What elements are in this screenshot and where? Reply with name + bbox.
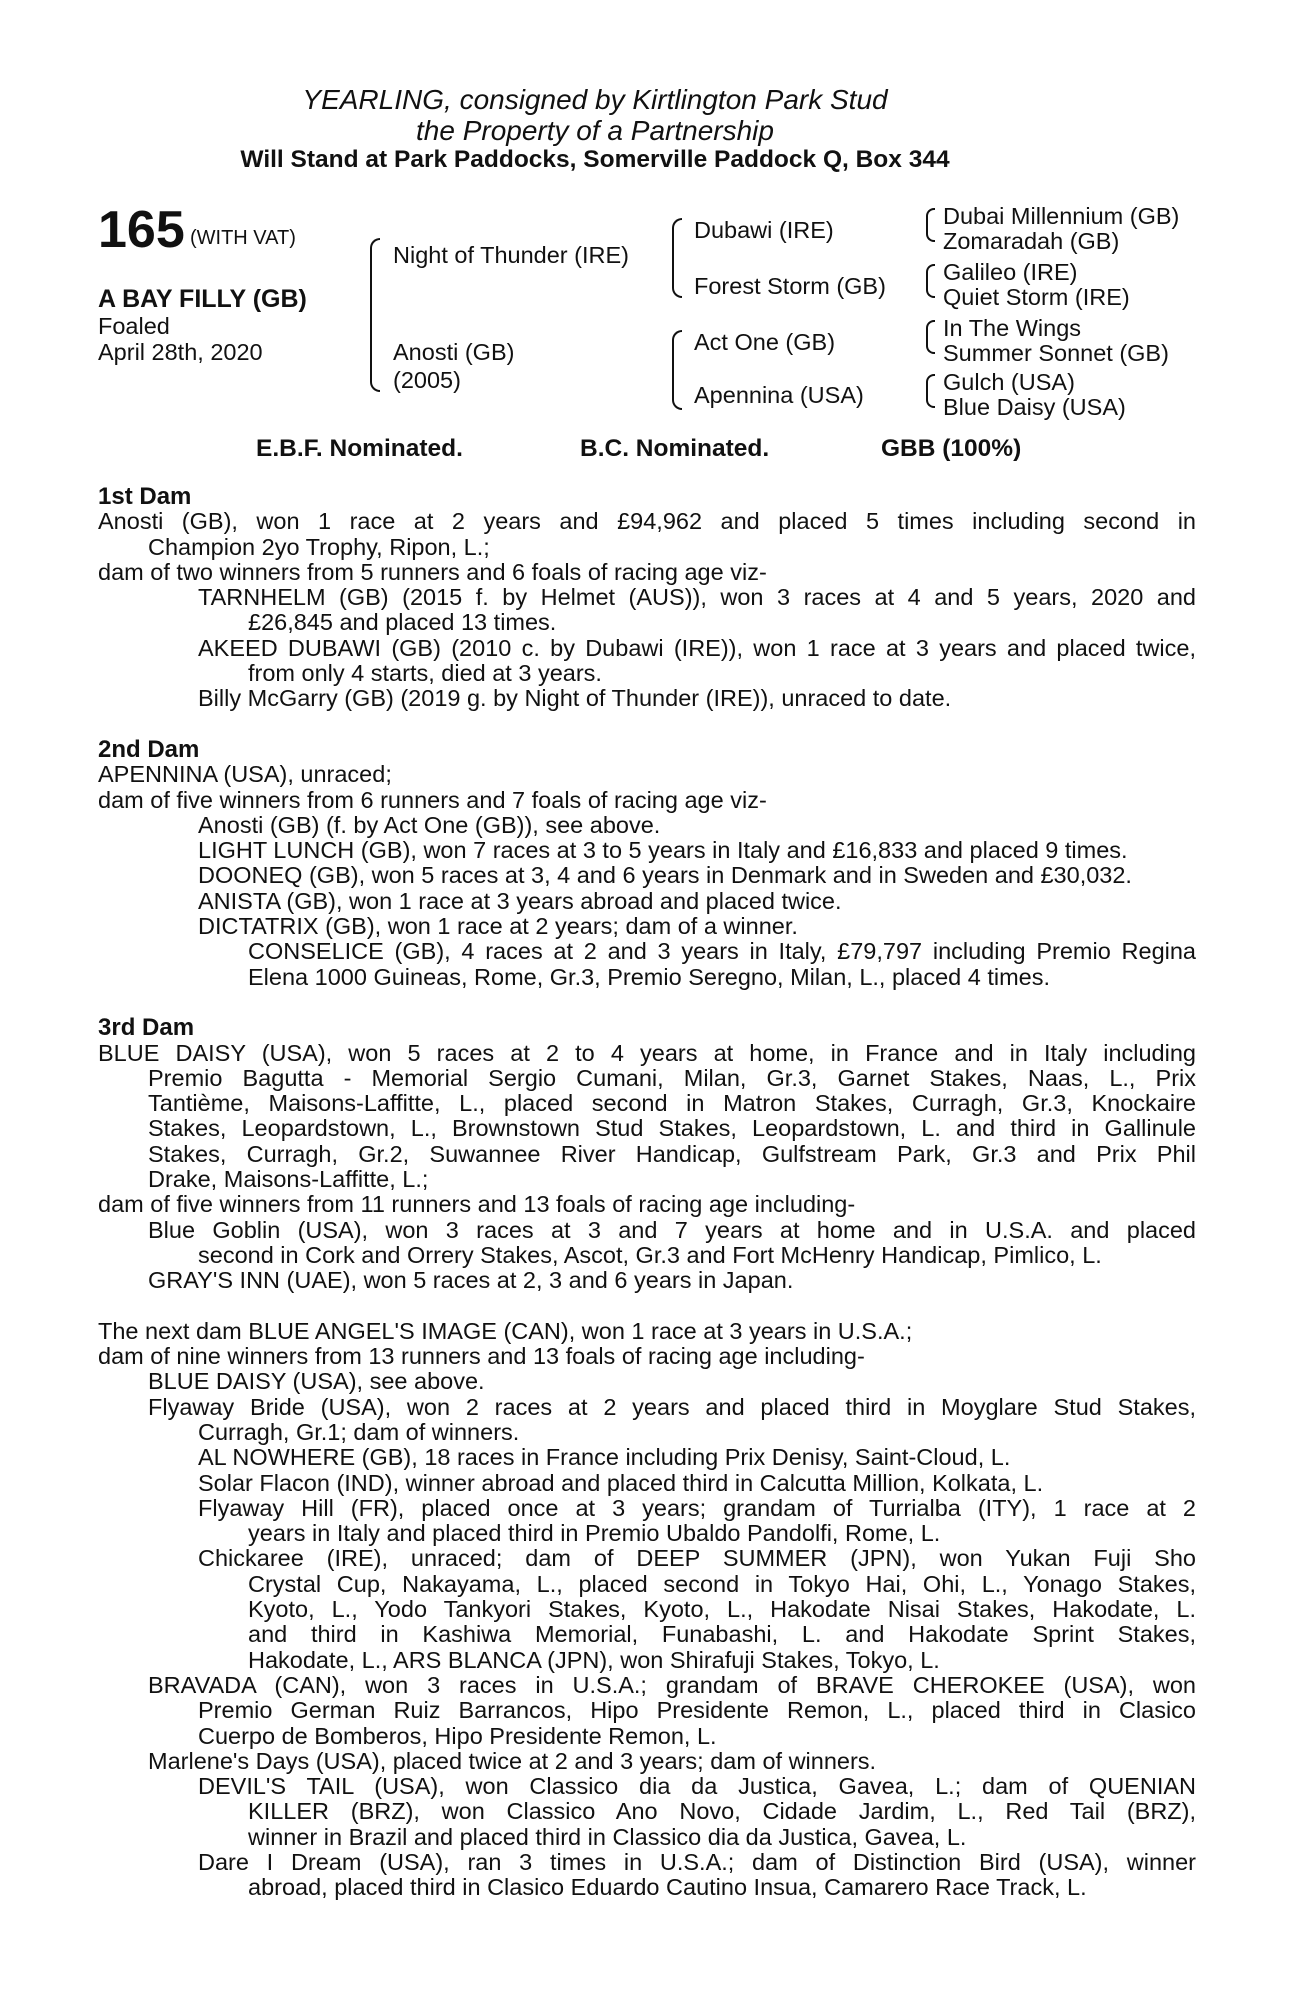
record-line: The next dam BLUE ANGEL'S IMAGE (CAN), won 1 race at 3 years in U.S.A.; bbox=[98, 1317, 913, 1344]
record-line: Kyoto, L., Yodo Tankyori Stakes, Kyoto, L., Hakodate Nisai Stakes, Hakodate, L. bbox=[248, 1596, 1196, 1623]
record-line: years in Italy and placed third in Premio Ubaldo Pandolfi, Rome, L. bbox=[248, 1520, 941, 1547]
record-line: AKEED DUBAWI (GB) (2010 c. by Dubawi (IRE)), won 1 race at 3 years and placed twice, bbox=[198, 634, 1196, 661]
record-line: CONSELICE (GB), 4 races at 2 and 3 years in Italy, £79,797 including Premio Regina bbox=[248, 938, 1196, 965]
record-line: KILLER (BRZ), won Classico Ano Novo, Cidade Jardim, L., Red Tail (BRZ), bbox=[248, 1798, 1196, 1825]
record-line: Marlene's Days (USA), placed twice at 2 and 3 years; dam of winners. bbox=[148, 1747, 877, 1774]
g1-g2-bracket bbox=[926, 208, 935, 242]
record-line: Dare I Dream (USA), ran 3 times in U.S.A.; dam of Distinction Bird (USA), winner bbox=[198, 1849, 1196, 1876]
record-line: BRAVADA (CAN), won 3 races in U.S.A.; grandam of BRAVE CHEROKEE (USA), won bbox=[148, 1671, 1196, 1698]
record-line: Flyaway Bride (USA), won 2 races at 2 years and placed third in Moyglare Stud Stakes, bbox=[148, 1393, 1196, 1420]
dam-dam-name: Apennina (USA) bbox=[694, 382, 864, 408]
ancestor-2: Zomaradah (GB) bbox=[943, 228, 1120, 254]
ancestor-4: Quiet Storm (IRE) bbox=[943, 284, 1130, 310]
second-dam-heading: 2nd Dam bbox=[98, 735, 200, 763]
record-line: ANISTA (GB), won 1 race at 3 years abroad and placed twice. bbox=[198, 887, 842, 914]
ancestor-8: Blue Daisy (USA) bbox=[943, 394, 1126, 420]
stand-location-line: Will Stand at Park Paddocks, Somerville Paddock Q, Box 344 bbox=[240, 146, 950, 173]
record-line: Premio Bagutta - Memorial Sergio Cumani, Milan, Gr.3, Garnet Stakes, Naas, L., Prix bbox=[148, 1064, 1196, 1091]
record-line: AL NOWHERE (GB), 18 races in France including Prix Denisy, Saint-Cloud, L. bbox=[198, 1444, 1011, 1471]
record-line: DOONEQ (GB), won 5 races at 3, 4 and 6 years in Denmark and in Sweden and £30,032. bbox=[198, 862, 1132, 889]
first-dam-heading: 1st Dam bbox=[98, 483, 192, 510]
bc-nomination: B.C. Nominated. bbox=[580, 435, 770, 462]
foaled-label: Foaled bbox=[98, 313, 170, 339]
record-line: Chickaree (IRE), unraced; dam of DEEP SUMMER (JPN), won Yukan Fuji Sho bbox=[198, 1545, 1196, 1572]
record-line: DICTATRIX (GB), won 1 race at 2 years; dam of a winner. bbox=[198, 913, 798, 940]
record-line: Elena 1000 Guineas, Rome, Gr.3, Premio Seregno, Milan, L., placed 4 times. bbox=[248, 963, 1051, 990]
sire-line-bracket bbox=[672, 218, 682, 298]
record-line: £26,845 and placed 13 times. bbox=[248, 609, 557, 636]
ancestor-3: Galileo (IRE) bbox=[943, 259, 1078, 285]
record-line: Anosti (GB), won 1 race at 2 years and £94,962 and placed 5 times including second in bbox=[98, 508, 1196, 535]
foaling-date: April 28th, 2020 bbox=[98, 339, 263, 365]
record-line: Crystal Cup, Nakayama, L., placed second in Tokyo Hai, Ohi, L., Yonago Stakes, bbox=[248, 1570, 1196, 1597]
consignor-line: YEARLING, consigned by Kirtlington Park Stud bbox=[302, 84, 888, 115]
vat-note: (WITH VAT) bbox=[190, 227, 296, 249]
record-line: dam of two winners from 5 runners and 6 foals of racing age viz- bbox=[98, 558, 767, 585]
lot-name: A BAY FILLY (GB) bbox=[98, 285, 307, 313]
gbb-rating: GBB (100%) bbox=[881, 435, 1022, 462]
dam-year: (2005) bbox=[393, 367, 461, 393]
record-line: Blue Goblin (USA), won 3 races at 3 and 7 years at home and in U.S.A. and placed bbox=[148, 1216, 1196, 1243]
ancestor-1: Dubai Millennium (GB) bbox=[943, 203, 1180, 229]
record-line: DEVIL'S TAIL (USA), won Classico dia da Justica, Gavea, L.; dam of QUENIAN bbox=[198, 1773, 1196, 1800]
ancestor-7: Gulch (USA) bbox=[943, 369, 1075, 395]
record-line: Stakes, Leopardstown, L., Brownstown Stud Stakes, Leopardstown, L. and third in Gallinule bbox=[148, 1115, 1196, 1142]
record-line: dam of five winners from 11 runners and 13 foals of racing age including- bbox=[98, 1191, 856, 1218]
third-dam-heading: 3rd Dam bbox=[98, 1014, 195, 1042]
g7-g8-bracket bbox=[926, 374, 935, 408]
record-line: BLUE DAISY (USA), see above. bbox=[148, 1368, 485, 1395]
sire-dam-bracket bbox=[370, 238, 380, 392]
record-line: Solar Flacon (IND), winner abroad and placed third in Calcutta Million, Kolkata, L. bbox=[198, 1469, 1044, 1496]
dam-sire-name: Act One (GB) bbox=[694, 329, 836, 355]
property-line: the Property of a Partnership bbox=[416, 115, 774, 146]
record-line: winner in Brazil and placed third in Classico dia da Justica, Gavea, L. bbox=[248, 1823, 967, 1850]
record-line: LIGHT LUNCH (GB), won 7 races at 3 to 5 years in Italy and £16,833 and placed 9 times. bbox=[198, 837, 1128, 864]
sire-sire-name: Dubawi (IRE) bbox=[694, 217, 834, 243]
g5-g6-bracket bbox=[926, 320, 935, 354]
record-line: GRAY'S INN (UAE), won 5 races at 2, 3 and 6 years in Japan. bbox=[148, 1267, 794, 1294]
record-line: APENNINA (USA), unraced; bbox=[98, 761, 392, 788]
record-line: TARNHELM (GB) (2015 f. by Helmet (AUS)), won 3 races at 4 and 5 years, 2020 and bbox=[198, 584, 1196, 611]
record-line: BLUE DAISY (USA), won 5 races at 2 to 4 years at home, in France and in Italy including bbox=[98, 1039, 1196, 1066]
record-line: Curragh, Gr.1; dam of winners. bbox=[198, 1418, 520, 1445]
record-line: Billy McGarry (GB) (2019 g. by Night of Thunder (IRE)), unraced to date. bbox=[198, 685, 952, 712]
record-line: Stakes, Curragh, Gr.2, Suwannee River Handicap, Gulfstream Park, Gr.3 and Prix Phil bbox=[148, 1140, 1196, 1167]
record-line: Cuerpo de Bomberos, Hipo Presidente Remon, L. bbox=[198, 1722, 717, 1749]
lot-number: 165 bbox=[98, 201, 185, 259]
sire-name: Night of Thunder (IRE) bbox=[393, 242, 629, 268]
dam-name: Anosti (GB) bbox=[393, 339, 515, 365]
record-line: Tantième, Maisons-Laffitte, L., placed second in Matron Stakes, Curragh, Gr.3, Knockaire bbox=[148, 1090, 1196, 1117]
record-line: abroad, placed third in Clasico Eduardo Cautino Insua, Camarero Race Track, L. bbox=[248, 1874, 1087, 1901]
record-line: Champion 2yo Trophy, Ripon, L.; bbox=[148, 533, 490, 560]
record-line: second in Cork and Orrery Stakes, Ascot, Gr.3 and Fort McHenry Handicap, Pimlico, L. bbox=[198, 1241, 1102, 1268]
ebf-nomination: E.B.F. Nominated. bbox=[256, 435, 463, 462]
sire-dam-name: Forest Storm (GB) bbox=[694, 273, 886, 299]
record-line: from only 4 starts, died at 3 years. bbox=[248, 660, 602, 687]
record-line: Anosti (GB) (f. by Act One (GB)), see above. bbox=[198, 811, 661, 838]
ancestor-5: In The Wings bbox=[943, 315, 1082, 341]
ancestor-6: Summer Sonnet (GB) bbox=[943, 340, 1169, 366]
record-line: Hakodate, L., ARS BLANCA (JPN), won Shirafuji Stakes, Tokyo, L. bbox=[248, 1646, 940, 1673]
dam-line-bracket bbox=[672, 330, 682, 410]
record-line: and third in Kashiwa Memorial, Funabashi, L. and Hakodate Sprint Stakes, bbox=[248, 1621, 1196, 1648]
g3-g4-bracket bbox=[926, 264, 935, 298]
record-line: Flyaway Hill (FR), placed once at 3 years; grandam of Turrialba (ITY), 1 race at 2 bbox=[198, 1494, 1196, 1521]
record-line: Drake, Maisons-Laffitte, L.; bbox=[148, 1166, 429, 1193]
produce-record bbox=[98, 484, 1196, 1901]
record-line: Premio German Ruiz Barrancos, Hipo Presidente Remon, L., placed third in Clasico bbox=[198, 1697, 1196, 1724]
record-line: dam of five winners from 6 runners and 7 foals of racing age viz- bbox=[98, 786, 767, 813]
record-line: dam of nine winners from 13 runners and 13 foals of racing age including- bbox=[98, 1343, 865, 1370]
